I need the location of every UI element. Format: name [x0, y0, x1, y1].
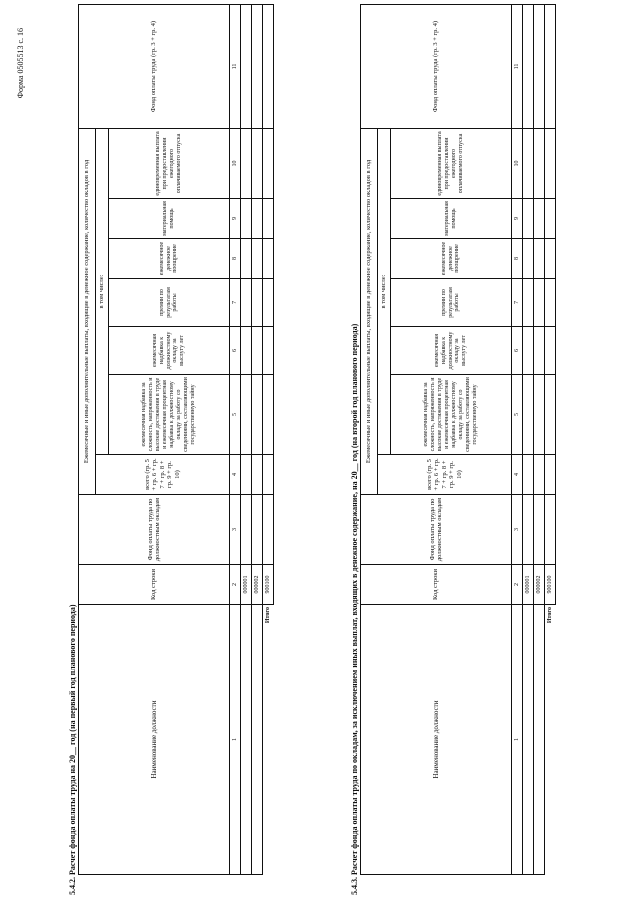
- col-number: 6: [512, 327, 523, 375]
- col-number: 7: [230, 279, 241, 327]
- total-cell[interactable]: [545, 4, 556, 128]
- value-cell[interactable]: [534, 4, 545, 128]
- salary-fund-table-year2: [360, 4, 556, 875]
- value-cell[interactable]: [523, 4, 534, 128]
- total-cell[interactable]: [263, 455, 274, 495]
- table-row: [534, 4, 545, 874]
- header-total: всего (гр. 5 + гр. 6 + гр. 7 + гр. 8 + гр. 9 + гр. 10): [378, 455, 512, 495]
- total-cell[interactable]: [263, 4, 274, 128]
- total-cell[interactable]: [263, 279, 274, 327]
- header-col5: ежемесячная надбавка за сложность, напряженность и высокие достижения в труде и ежемесячная процентная надбавка к должностному окладу за работу со сведениями, составляющими государственную тайну: [391, 375, 512, 455]
- value-cell[interactable]: [252, 495, 263, 565]
- header-col10: единовременная выплата при предоставлении ежегодного оплачиваемого отпуска: [391, 128, 512, 198]
- total-cell[interactable]: [263, 495, 274, 565]
- row-code: 000002: [252, 565, 263, 605]
- header-col9: материальная помощь: [391, 199, 512, 239]
- header-col5: ежемесячная надбавка за сложность, напряженность и высокие достижения в труде и ежемесячная процентная надбавка к должностному окладу за работу со сведениями, составляющими государственную тайну: [109, 375, 230, 455]
- total-cell[interactable]: [545, 239, 556, 279]
- position-input[interactable]: [241, 605, 252, 875]
- header-position: Наименование должности: [361, 605, 512, 875]
- value-cell[interactable]: [523, 199, 534, 239]
- header-code: Код строки: [79, 565, 230, 605]
- value-cell[interactable]: [534, 327, 545, 375]
- total-cell[interactable]: [263, 327, 274, 375]
- position-input[interactable]: [252, 605, 263, 875]
- table-row: [252, 4, 263, 874]
- value-cell[interactable]: [523, 495, 534, 565]
- header-col8: ежемесячное денежное поощрение: [109, 239, 230, 279]
- value-cell[interactable]: [534, 239, 545, 279]
- total-cell[interactable]: [263, 199, 274, 239]
- value-cell[interactable]: [252, 199, 263, 239]
- col-number: 11: [230, 4, 241, 128]
- col-number: 1: [512, 605, 523, 875]
- header-including: в том числе:: [378, 128, 391, 454]
- form-code: Форма 0505513 с. 16: [16, 28, 25, 99]
- section-title-5-4-2: 5.4.2. Расчет фонда оплаты труда на 20__ год (на первый год планового периода): [68, 604, 77, 895]
- total-label: Итого: [263, 605, 274, 875]
- total-row: [263, 4, 274, 874]
- value-cell[interactable]: [534, 375, 545, 455]
- header-col6: ежемесячная надбавка к должностному окладу за выслугу лет: [391, 327, 512, 375]
- row-code: 000001: [523, 565, 534, 605]
- header-col6: ежемесячная надбавка к должностному окладу за выслугу лет: [109, 327, 230, 375]
- value-cell[interactable]: [241, 279, 252, 327]
- header-fund-total: Фонд оплаты труда (гр. 3 + гр. 4): [361, 4, 512, 128]
- col-number: 11: [512, 4, 523, 128]
- header-code: Код строки: [361, 565, 512, 605]
- value-cell[interactable]: [252, 375, 263, 455]
- header-col9: материальная помощь: [109, 199, 230, 239]
- header-fund-salary: Фонд оплаты труда по должностным окладам: [79, 495, 230, 565]
- header-additional-payments: Ежемесячные и иные дополнительные выплаты, входящие в денежное содержание, количество окладов в год: [361, 128, 378, 494]
- total-cell[interactable]: [545, 199, 556, 239]
- value-cell[interactable]: [241, 239, 252, 279]
- position-input[interactable]: [523, 605, 534, 875]
- value-cell[interactable]: [523, 455, 534, 495]
- header-position: Наименование должности: [79, 605, 230, 875]
- value-cell[interactable]: [534, 128, 545, 198]
- total-row: [545, 4, 556, 874]
- col-number: 7: [512, 279, 523, 327]
- header-fund-total: Фонд оплаты труда (гр. 3 + гр. 4): [79, 4, 230, 128]
- col-number: 4: [230, 455, 241, 495]
- value-cell[interactable]: [523, 279, 534, 327]
- section-title-5-4-3: 5.4.3. Расчет фонда оплаты труда по окладам, за исключением иных выплат, входящих в денежное содержание, на 20__ год (на второй год планового периода): [350, 323, 359, 895]
- total-label: Итого: [545, 605, 556, 875]
- value-cell[interactable]: [241, 128, 252, 198]
- col-number: 2: [512, 565, 523, 605]
- header-col10: единовременная выплата при предоставлении ежегодного оплачиваемого отпуска: [109, 128, 230, 198]
- total-code: 900100: [263, 565, 274, 605]
- header-total: всего (гр. 5 + гр. 6 + гр. 7 + гр. 8 + гр. 9 + гр. 10): [96, 455, 230, 495]
- header-fund-salary: Фонд оплаты труда по должностным окладам: [361, 495, 512, 565]
- row-code: 000002: [534, 565, 545, 605]
- value-cell[interactable]: [241, 455, 252, 495]
- col-number: 5: [230, 375, 241, 455]
- header-col7: премии по результатам работы: [391, 279, 512, 327]
- col-number: 4: [512, 455, 523, 495]
- total-cell[interactable]: [545, 455, 556, 495]
- header-including: в том числе:: [96, 128, 109, 454]
- row-code: 000001: [241, 565, 252, 605]
- total-cell[interactable]: [263, 375, 274, 455]
- value-cell[interactable]: [523, 375, 534, 455]
- col-number: 9: [230, 199, 241, 239]
- col-number: 3: [230, 495, 241, 565]
- value-cell[interactable]: [252, 239, 263, 279]
- salary-fund-table-year1: [78, 4, 274, 875]
- value-cell[interactable]: [523, 239, 534, 279]
- col-number: 10: [512, 128, 523, 198]
- total-cell[interactable]: [263, 128, 274, 198]
- total-cell[interactable]: [545, 128, 556, 198]
- value-cell[interactable]: [252, 279, 263, 327]
- total-cell[interactable]: [545, 495, 556, 565]
- value-cell[interactable]: [534, 455, 545, 495]
- value-cell[interactable]: [241, 375, 252, 455]
- col-number: 9: [512, 199, 523, 239]
- header-col7: премии по результатам работы: [109, 279, 230, 327]
- total-cell[interactable]: [545, 327, 556, 375]
- col-number: 10: [230, 128, 241, 198]
- total-cell[interactable]: [545, 375, 556, 455]
- table-row: [523, 4, 534, 874]
- total-cell[interactable]: [263, 239, 274, 279]
- value-cell[interactable]: [252, 128, 263, 198]
- table-row: [241, 4, 252, 874]
- col-number: 3: [512, 495, 523, 565]
- col-number: 6: [230, 327, 241, 375]
- col-number: 8: [230, 239, 241, 279]
- header-additional-payments: Ежемесячные и иные дополнительные выплаты, входящие в денежное содержание, количество окладов в год: [79, 128, 96, 494]
- value-cell[interactable]: [252, 4, 263, 128]
- col-number: 2: [230, 565, 241, 605]
- position-input[interactable]: [534, 605, 545, 875]
- col-number: 8: [512, 239, 523, 279]
- value-cell[interactable]: [241, 327, 252, 375]
- value-cell[interactable]: [241, 495, 252, 565]
- value-cell[interactable]: [241, 4, 252, 128]
- total-code: 900100: [545, 565, 556, 605]
- value-cell[interactable]: [534, 279, 545, 327]
- value-cell[interactable]: [523, 128, 534, 198]
- col-number: 5: [512, 375, 523, 455]
- total-cell[interactable]: [545, 279, 556, 327]
- value-cell[interactable]: [534, 199, 545, 239]
- value-cell[interactable]: [241, 199, 252, 239]
- col-number: 1: [230, 605, 241, 875]
- value-cell[interactable]: [534, 495, 545, 565]
- value-cell[interactable]: [252, 327, 263, 375]
- header-col8: ежемесячное денежное поощрение: [391, 239, 512, 279]
- value-cell[interactable]: [252, 455, 263, 495]
- value-cell[interactable]: [523, 327, 534, 375]
